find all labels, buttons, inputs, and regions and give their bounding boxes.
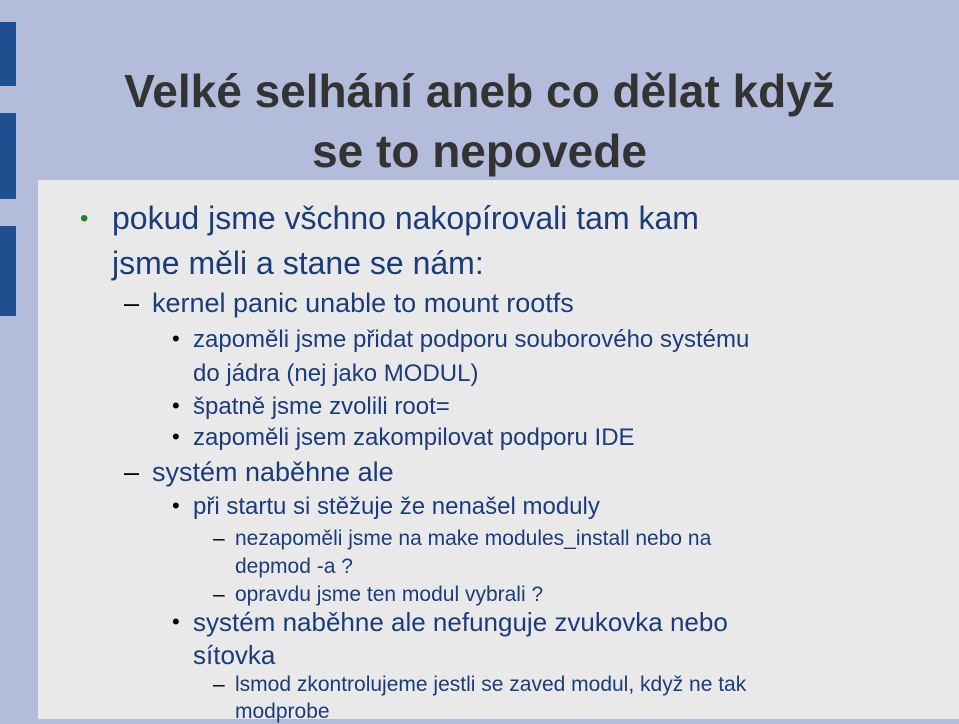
list-item: zapoměli jsem zakompilovat podporu IDE (193, 424, 635, 451)
list-item: modprobe (235, 700, 330, 723)
bullet-icon: • (80, 205, 89, 232)
list-item: zapoměli jsme přidat podporu souborového systému (193, 326, 750, 353)
list-item: špatně jsme zvolili root= (193, 393, 450, 420)
dash-icon: – (213, 527, 225, 550)
slide-title-line1: Velké selhání aneb co dělat když (124, 65, 835, 117)
list-item: jsme měli a stane se nám: (112, 245, 484, 281)
list-item: systém naběhne ale nefunguje zvukovka nebo (193, 607, 728, 637)
list-item: sítovka (193, 640, 276, 670)
list-item: při startu si stěžuje že nenašel moduly (193, 493, 600, 520)
bullet-icon: • (172, 609, 180, 634)
slide-title-line2: se to nepovede (312, 125, 647, 177)
accent-bar-3 (0, 226, 16, 316)
dash-icon: – (213, 673, 225, 696)
dash-icon: – (124, 457, 140, 487)
list-item: opravdu jsme ten modul vybrali ? (235, 583, 544, 606)
dash-icon: – (213, 583, 225, 606)
bullet-icon: • (172, 326, 180, 351)
list-item: kernel panic unable to mount rootfs (152, 288, 574, 318)
list-item: do jádra (nej jako MODUL) (193, 360, 479, 387)
list-item: systém naběhne ale (152, 457, 394, 487)
bullet-icon: • (172, 424, 180, 449)
list-item: lsmod zkontrolujeme jestli se zaved modul, když ne tak (235, 673, 747, 696)
list-item: nezapoměli jsme na make modules_install nebo na (235, 527, 712, 550)
bullet-icon: • (172, 393, 180, 418)
bullet-icon: • (172, 493, 180, 518)
dash-icon: – (124, 288, 140, 318)
list-item: depmod -a ? (235, 555, 353, 578)
list-item: pokud jsme všchno nakopírovali tam kam (112, 200, 699, 236)
